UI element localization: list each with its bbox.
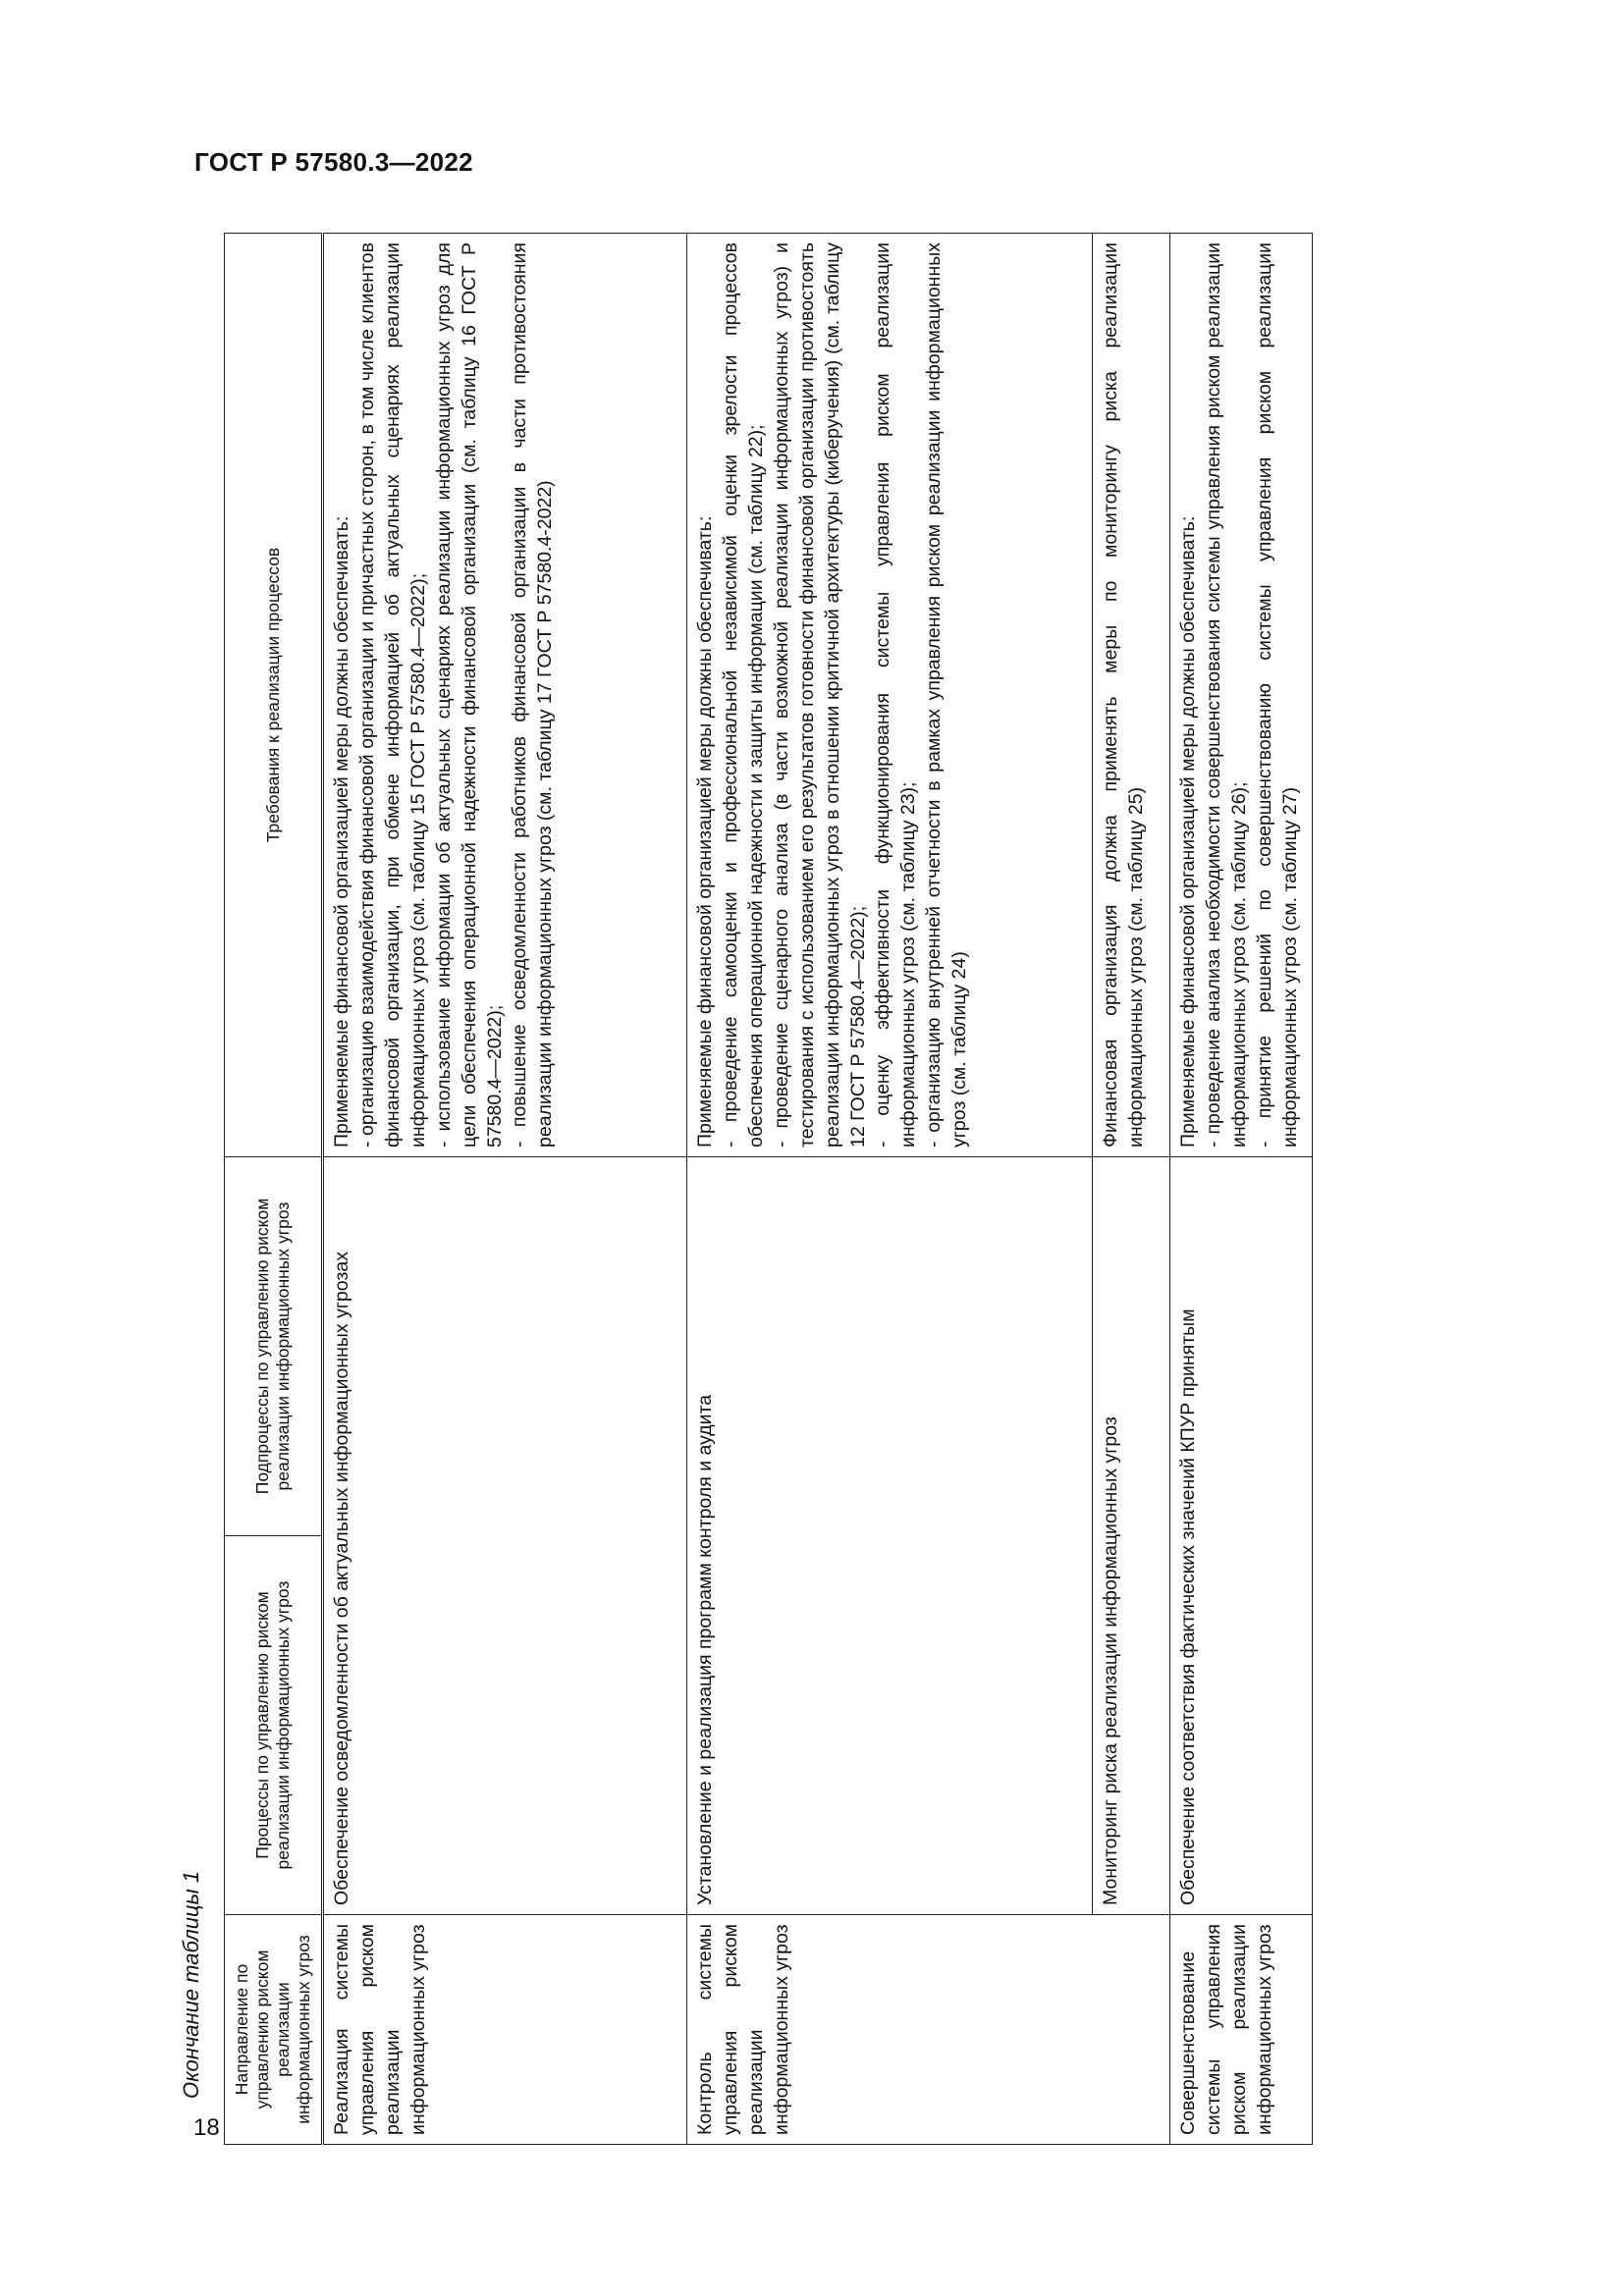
requirement-line: - повышение осведомленности работников финансовой организации в части противостояния реализации информационных угроз (см. таблицу 17 ГОСТ Р 57580.4-2022) (509, 242, 557, 1148)
table-row (1093, 234, 1170, 2145)
requirement-line: - организацию внутренней отчетности в рамках управления риском реализации информационных угроз (см. таблицу 24) (923, 242, 971, 1148)
direction-cell: Реализация системы управления риском реализации информационных угроз (323, 1915, 687, 2145)
requirement-line: - оценку эффективности функционирования системы управления риском реализации информационных угроз (см. таблицу 23); (872, 242, 920, 1148)
requirements-cell (1093, 234, 1170, 1157)
requirement-line: - использование информации об актуальных сценариях реализации информационных угроз для цели обеспечения операционной надежности финансовой организации (см. таблицу 16 ГОСТ Р 57580.4—2022); (432, 242, 506, 1148)
process-cell: Мониторинг риска реализации информационных угроз (1093, 1157, 1170, 1915)
requirement-line: Применяемые финансовой организацией меры должны обеспечивать: (331, 515, 352, 1148)
page-number: 18 (193, 2114, 220, 2141)
requirements-cell (687, 234, 1093, 1157)
requirements-cell (323, 234, 687, 1157)
requirement-line: - организацию взаимодействия финансовой организации и причастных сторон, в том числе клиентов финансовой организации, при обмене информацией об актуальных сценариях реализации информационных угроз (см. таблицу 15 ГОСТ Р 57580.4—2022); (355, 242, 429, 1148)
requirement-line: - проведение анализа необходимости совершенствования системы управления риском реализации информационных угроз (см. таблицу 26); (1202, 242, 1250, 1148)
column-header-direction: Направление по управлению риском реализации информационных угроз (225, 1915, 323, 2145)
requirements-cell (1170, 234, 1313, 1157)
table-row (687, 234, 1093, 2145)
table-row (323, 234, 687, 2145)
direction-cell: Совершенствование системы управления риском реализации информационных угроз (1170, 1915, 1313, 2145)
process-cell: Обеспечение осведомленности об актуальных информационных угрозах (323, 1157, 687, 1915)
requirement-line: - принятие решений по совершенствованию системы управления риском реализации информационных угроз (см. таблицу 27) (1253, 242, 1301, 1148)
rotated-table-area (177, 221, 1340, 2145)
table-header-row (225, 234, 323, 2145)
requirement-line: Применяемые финансовой организацией меры должны обеспечивать: (1177, 515, 1199, 1148)
requirement-line: - проведение самооценки и профессиональной независимой оценки зрелости процессов обеспечения операционной надежности и защиты информации (см. таблицу 22); (719, 242, 767, 1148)
direction-cell: Контроль системы управления риском реализации информационных угроз (687, 1915, 1170, 2145)
requirements-table (224, 233, 1313, 2145)
document-id: ГОСТ Р 57580.3—2022 (194, 147, 473, 177)
requirement-line: Финансовая организация должна применять меры по мониторингу риска реализации информационных угроз (см. таблицу 25) (1100, 242, 1147, 1148)
process-cell: Установление и реализация программ контроля и аудита (687, 1157, 1093, 1915)
requirement-line: - проведение сценарного анализа (в части возможной реализации информационных угроз) и тестирования с использованием его результатов готовности финансовой организации противостоять реализации информационных угроз в отношении критичной архитектуры (киберучения) (см. таблицу 12 ГОСТ Р 57580.4—2022); (770, 242, 869, 1148)
column-header-requirements: Требования к реализации процессов (225, 234, 323, 1157)
column-header-subprocess: Подпроцессы по управлению риском реализации информационных угроз (225, 1157, 323, 1536)
process-cell: Обеспечение соответствия фактических значений КПУР принятым (1170, 1157, 1313, 1915)
column-header-process: Процессы по управлению риском реализации информационных угроз (225, 1536, 323, 1915)
table-row (1170, 234, 1313, 2145)
table-caption: Окончание таблицы 1 (179, 1870, 203, 2099)
requirement-line: Применяемые финансовой организацией меры должны обеспечивать: (694, 515, 716, 1148)
